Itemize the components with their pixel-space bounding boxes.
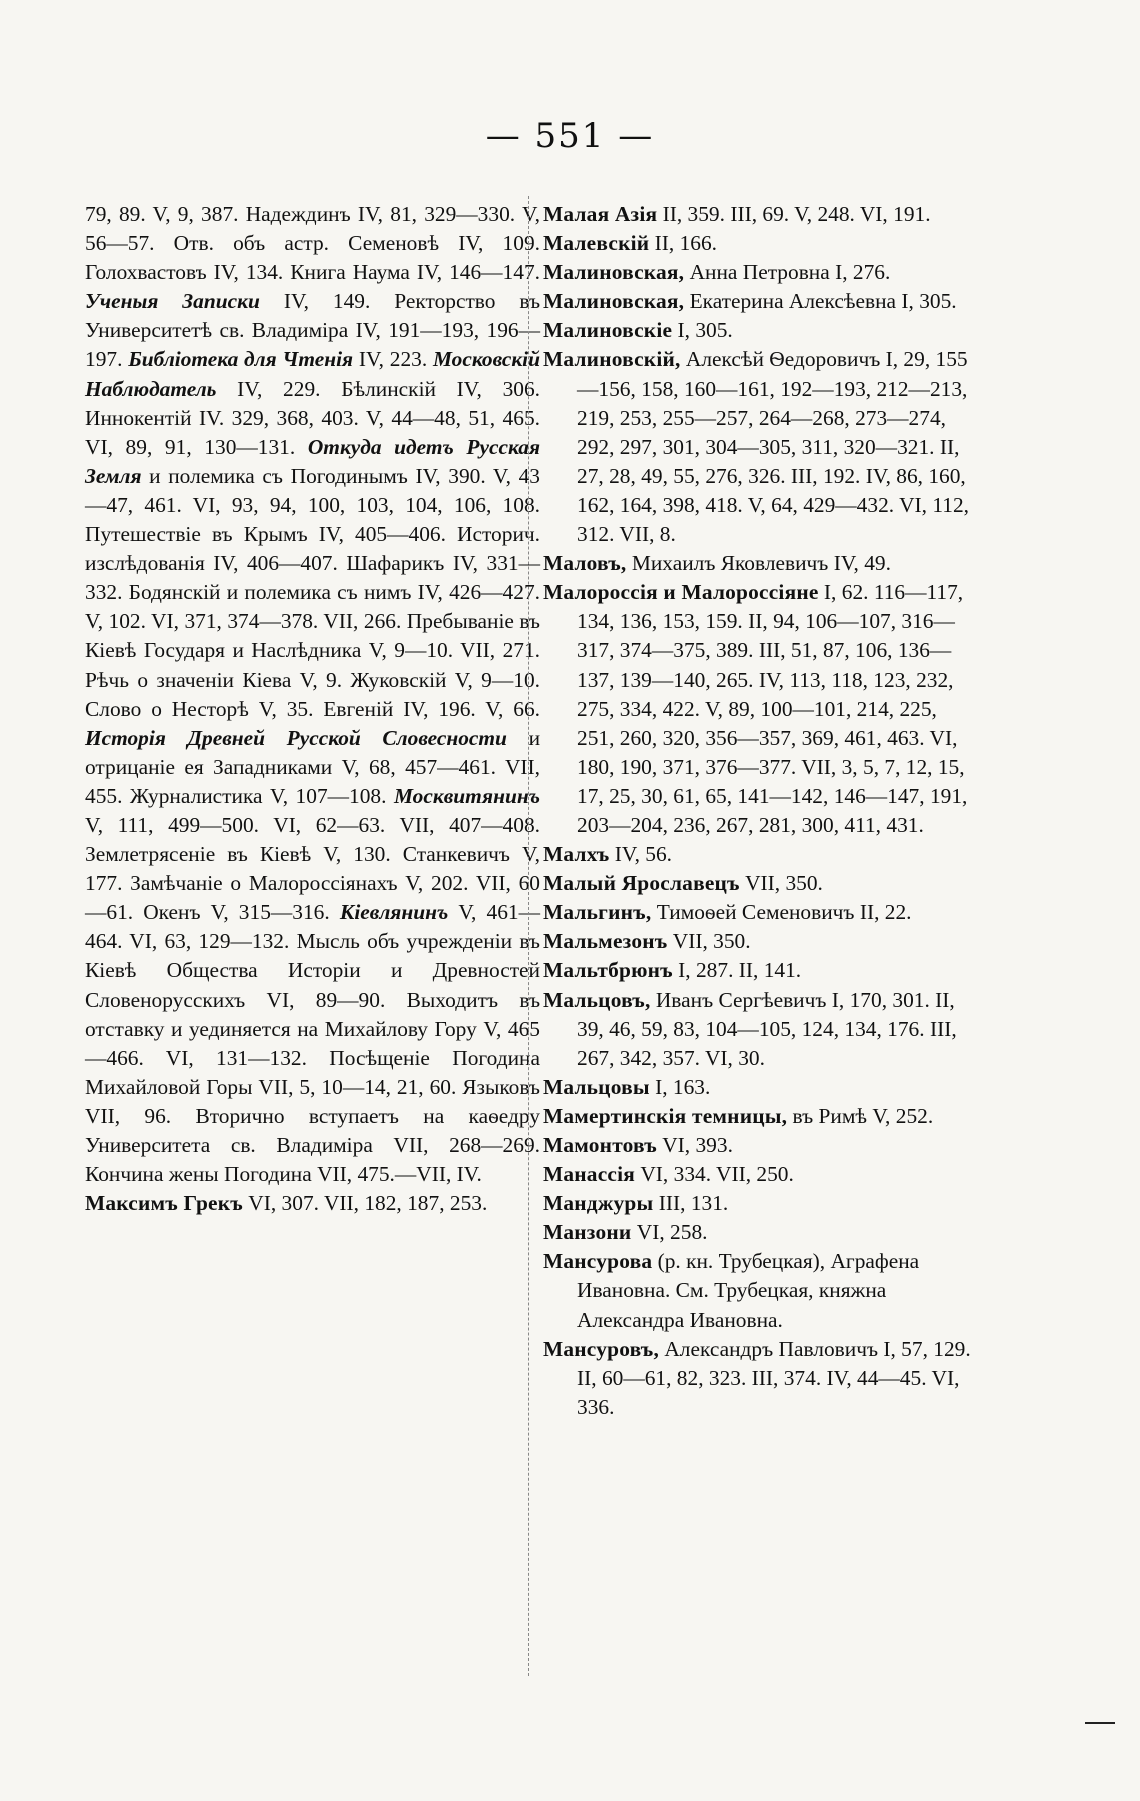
- index-entry: [543, 1218, 977, 1247]
- entry-references: III, 131.: [653, 1191, 729, 1216]
- entry-references: I, 62. 116—117, 134, 136, 153, 159. II, 94, 106—107, 316—317, 374—375, 389. III, 51, 87, 106, 136—137, 139—140, 265. IV, 113, 118, 123, 232, 275, 334, 422. V, 89, 100—101, 214, 225, 251, 260, 320, 356—357, 369, 461, 463. VI, 180, 190, 371, 376—377. VII, 3, 5, 7, 12, 15, 17, 25, 30, 61, 65, 141—142, 146—147, 191, 203—204, 236, 267, 281, 300, 411, 431.: [577, 580, 968, 837]
- index-entry: [543, 898, 977, 927]
- entry-references: VI, 334. VII, 250.: [635, 1162, 794, 1187]
- entry-headword: Малый Ярославецъ: [543, 871, 740, 896]
- margin-mark: [1085, 1722, 1115, 1724]
- continuation-paragraph: [85, 200, 540, 1189]
- right-entries: [543, 200, 977, 1422]
- entry-references: Иванъ Сергѣевичъ I, 170, 301. II, 39, 46, 59, 83, 104—105, 124, 134, 176. III, 267, 342, 357. VI, 30.: [577, 987, 957, 1070]
- right-column: [543, 200, 977, 1422]
- index-entry: [543, 927, 977, 956]
- entry-references: Михаилъ Яковлевичъ IV, 49.: [626, 551, 891, 576]
- index-entry: [543, 229, 977, 258]
- entry-references: Александръ Павловичъ I, 57, 129. II, 60—61, 82, 323. III, 374. IV, 44—45. VI, 336.: [577, 1336, 971, 1419]
- index-entry: [543, 1102, 977, 1131]
- entry-headword: Мамертинскія темницы,: [543, 1103, 788, 1128]
- entry-headword: Малиновская,: [543, 289, 685, 314]
- entry-headword: Мансуровъ,: [543, 1336, 660, 1361]
- index-entry: [543, 956, 977, 985]
- italic-title: Откуда идетъ Русская Земля: [85, 434, 540, 488]
- entry-headword: Мальмезонъ: [543, 929, 668, 954]
- entry-headword: Мальцовъ,: [543, 987, 651, 1012]
- text-run: IV, 223.: [353, 347, 433, 372]
- entry-headword: Мамонтовъ: [543, 1133, 657, 1157]
- index-entry: [543, 1160, 977, 1189]
- text-run: и отрицаніе ея Западниками V, 68, 457—461. VII, 455. Журналистика V, 107—108.: [85, 725, 541, 808]
- index-entry: [543, 578, 977, 840]
- entry-headword: Манзони: [543, 1220, 632, 1245]
- index-entry: [543, 345, 977, 549]
- italic-title: Ученыя Записки: [85, 289, 260, 314]
- italic-title: Московскій Наблюдатель: [85, 347, 541, 401]
- italic-title: Исторія Древней Русской Словесности: [85, 725, 507, 750]
- entry-headword: Малороссія и Малороссіяне: [543, 580, 819, 605]
- index-entry: [543, 1335, 977, 1422]
- entry-references: Анна Петровна I, 276.: [684, 260, 891, 285]
- entry-headword: Маловъ,: [543, 551, 627, 576]
- entry-headword: Малевскій: [543, 231, 650, 256]
- entry-references: VI, 307. VII, 182, 187, 253.: [242, 1191, 488, 1216]
- entry-headword: Малая Азія: [543, 202, 658, 226]
- italic-title: Кіевлянинъ: [339, 900, 449, 925]
- text-run: IV, 149. Ректорство въ Университетѣ св. Владиміра IV, 191—193, 196—197.: [85, 289, 541, 372]
- entry-headword: Мальцовы: [543, 1074, 650, 1099]
- entry-references: Екатерина Алексѣевна I, 305.: [684, 289, 957, 314]
- index-entry: [543, 200, 977, 229]
- index-entry: [543, 1247, 977, 1334]
- entry-references: VI, 393.: [656, 1133, 733, 1157]
- text-run: и полемика съ Погодинымъ IV, 390. V, 43—47, 461. VI, 93, 94, 100, 103, 104, 106, 108. Путешествіе въ Крымъ IV, 405—406. Историч. изслѣдованія IV, 406—407. Шафарикъ IV, 331—332. Бодянскій и полемика съ нимъ IV, 426—427. V, 102. VI, 371, 374—378. VII, 266. Пребываніе въ Кіевѣ Государя и Наслѣдника V, 9—10. VII, 271. Рѣчь о значеніи Кіева V, 9. Жуковскій V, 9—10. Слово о Несторѣ V, 35. Евгеній IV, 196. V, 66.: [85, 463, 540, 721]
- italic-title: Библіотека для Чтенія: [128, 347, 354, 372]
- entry-references: II, 359. III, 69. V, 248. VI, 191.: [657, 202, 931, 226]
- index-entry: [543, 869, 977, 898]
- entry-headword: Манассія: [543, 1162, 636, 1187]
- index-entry: [543, 986, 977, 1073]
- entry-references: въ Римѣ V, 252.: [787, 1103, 934, 1128]
- left-column: [85, 200, 540, 1218]
- column-divider: [528, 196, 529, 1676]
- text-run: 79, 89. V, 9, 387. Надеждинъ IV, 81, 329—330. V, 56—57. Отв. объ астр. Семеновѣ IV, 109. Голохвастовъ IV, 134. Книга Наума IV, 146—147.: [85, 202, 540, 285]
- entry-references: IV, 56.: [609, 842, 673, 867]
- text-run: V, 461—464. VI, 63, 129—132. Мысль объ учрежденіи въ Кіевѣ Общества Исторіи и Древностей Словенорусскихъ VI, 89—90. Выходитъ въ отставку и уединяется на Михайлову Гору V, 465—466. VI, 131—132. Посѣщеніе Погодина Михайловой Горы VII, 5, 10—14, 21, 60. Языковъ VII, 96. Вторично вступаетъ на каѳедру Университета св. Владиміра VII, 268—269. Кончина жены Погодина VII, 475.—VII, IV.: [85, 900, 540, 1187]
- entry-references: VII, 350.: [667, 929, 751, 954]
- index-entry: [543, 1131, 977, 1160]
- entry-references: (р. кн. Трубецкая), Аграфена Ивановна. См. Трубецкая, княжна Александра Ивановна.: [577, 1249, 920, 1332]
- text-run: V, 111, 499—500. VI, 62—63. VII, 407—408. Землетрясеніе въ Кіевѣ V, 130. Станкевичъ V, 177. Замѣчаніе о Малороссіянахъ V, 202. VII, 60—61. Окенъ V, 315—316.: [85, 812, 540, 925]
- index-entry: [543, 258, 977, 287]
- left-entries: [85, 1189, 540, 1218]
- page-number: — 551 —: [485, 116, 655, 156]
- entry-headword: Мансурова: [543, 1249, 653, 1274]
- entry-references: I, 305.: [672, 318, 733, 343]
- index-entry: [543, 287, 977, 316]
- index-entry: [543, 549, 977, 578]
- index-entry: [543, 1189, 977, 1218]
- entry-headword: Манджуры: [543, 1191, 654, 1216]
- entry-headword: Мальтбрюнъ: [543, 958, 673, 983]
- entry-headword: Малиновская,: [543, 260, 685, 285]
- entry-references: II, 166.: [649, 231, 718, 256]
- text-run: IV, 229. Бѣлинскій IV, 306. Иннокентій IV. 329, 368, 403. V, 44—48, 51, 465. VI, 89, 91, 130—131.: [85, 376, 540, 459]
- entry-references: Тимоѳей Семеновичъ II, 22.: [651, 900, 912, 925]
- entry-references: I, 163.: [649, 1074, 711, 1099]
- index-entry: [543, 840, 977, 869]
- entry-references: VI, 258.: [631, 1220, 708, 1245]
- entry-references: Алексѣй Ѳедоровичъ I, 29, 155—156, 158, 160—161, 192—193, 212—213, 219, 253, 255—257, 264—268, 273—274, 292, 297, 301, 304—305, 311, 320—321. II, 27, 28, 49, 55, 276, 326. III, 192. IV, 86, 160, 162, 164, 398, 418. V, 64, 429—432. VI, 112, 312. VII, 8.: [577, 347, 969, 547]
- index-entry: [85, 1189, 540, 1218]
- entry-headword: Малиновскіе: [543, 318, 673, 343]
- index-entry: [543, 1073, 977, 1102]
- entry-references: I, 287. II, 141.: [672, 958, 802, 983]
- entry-headword: Мальгинъ,: [543, 900, 652, 925]
- index-entry: [543, 316, 977, 345]
- entry-headword: Малиновскій,: [543, 347, 681, 372]
- entry-references: VII, 350.: [739, 871, 823, 896]
- entry-headword: Максимъ Грекъ: [85, 1191, 243, 1216]
- entry-headword: Малхъ: [543, 842, 610, 867]
- italic-title: Москвитянинъ: [393, 783, 540, 808]
